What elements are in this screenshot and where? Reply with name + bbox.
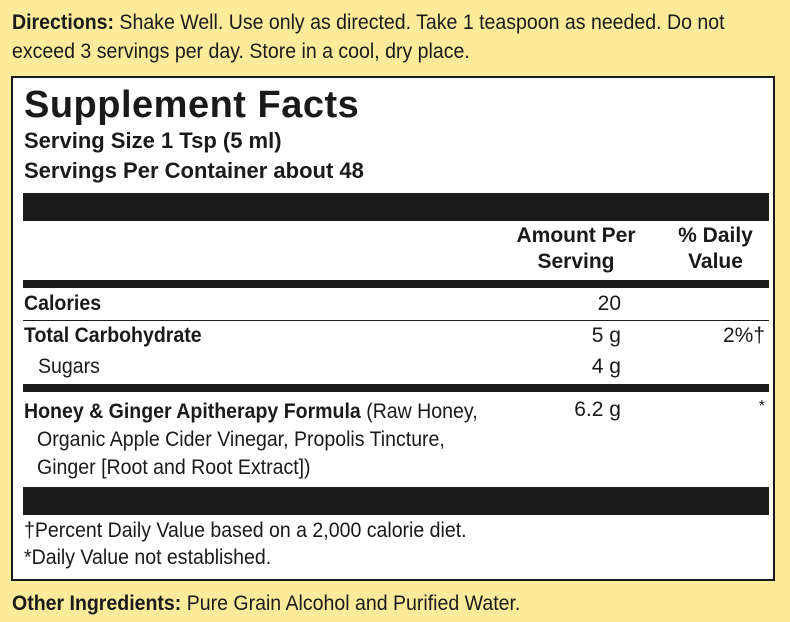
col-header-amount-line2: Serving [537, 250, 615, 273]
facts-title: Supplement Facts [24, 84, 360, 126]
row-label-sugars: Sugars [38, 355, 100, 378]
formula-name: Honey & Ginger Apitherapy Formula [24, 400, 361, 423]
row-divider [23, 320, 769, 321]
col-header-amount-line1: Amount Per [516, 224, 636, 247]
servings-per-container: Servings Per Container about 48 [24, 158, 364, 183]
medium-divider [23, 280, 769, 288]
footnote-dv-not-established: *Daily Value not established. [24, 546, 272, 569]
col-header-dv [658, 223, 773, 275]
other-ingredients [12, 592, 520, 616]
row-amount-calories: 20 [597, 292, 621, 315]
medium-divider-2 [23, 384, 769, 392]
serving-size: Serving Size 1 Tsp (5 ml) [24, 128, 282, 153]
thick-divider-top [23, 193, 769, 221]
directions-text [12, 8, 777, 66]
row-dv-carbohydrate: 2%† [722, 324, 765, 347]
formula-description [24, 398, 526, 482]
col-header-dv-line1: % Daily [678, 224, 753, 247]
directions-label: Directions: [12, 11, 115, 34]
formula-amount: 6.2 g [574, 398, 621, 421]
thick-divider-bottom [23, 487, 769, 515]
formula-desc-3: Ginger [Root and Root Extract]) [37, 456, 311, 479]
formula-desc-1: (Raw Honey, [360, 400, 478, 423]
supplement-facts-panel [11, 76, 775, 581]
directions-body: Shake Well. Use only as directed. Take 1 teaspoon as needed. Do not exceed 3 servings per day. Store in a cool, dry place. [12, 11, 725, 63]
formula-desc-2: Organic Apple Cider Vinegar, Propolis Tincture, [37, 428, 445, 451]
other-ingredients-text: Pure Grain Alcohol and Purified Water. [181, 592, 521, 615]
row-label-calories: Calories [24, 292, 102, 315]
formula-dv: * [758, 398, 765, 415]
row-amount-carbohydrate: 5 g [591, 324, 621, 347]
footnote-percent-dv: †Percent Daily Value based on a 2,000 calorie diet. [24, 519, 467, 542]
row-amount-sugars: 4 g [591, 355, 621, 378]
col-header-dv-line2: Value [688, 250, 743, 273]
other-ingredients-label: Other Ingredients: [12, 592, 182, 615]
row-label-carbohydrate: Total Carbohydrate [24, 324, 202, 347]
col-header-amount [511, 223, 641, 275]
